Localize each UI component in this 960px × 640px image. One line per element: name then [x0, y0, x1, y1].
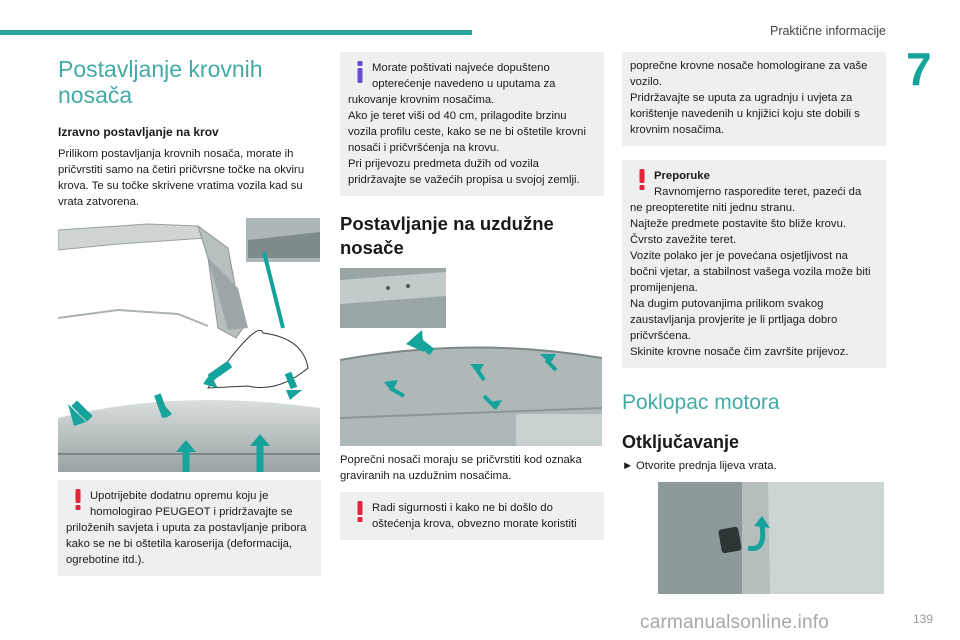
info-note-continued — [622, 52, 886, 146]
bullet-text: Otvorite prednja lijeva vrata. — [636, 460, 777, 472]
header-title: Praktične informacije — [769, 24, 886, 38]
warning-text-first: Upotrijebite dodatnu opremu koju je homologirao PEUGEOT i pridržavajte se — [90, 490, 293, 518]
bullet-marker: ► — [622, 460, 634, 472]
note-text-instructions: Pridržavajte se uputa za ugradnju i uvjeta za korištenje navedenih u knjižici koju ste dobili s krovnim nosačima. — [630, 92, 860, 136]
warning-exclamation-icon — [67, 487, 89, 511]
section-title-bonnet: Poklopac motora — [622, 391, 780, 414]
section-title-roof-bars: Postavljanje krovnih nosača — [58, 56, 263, 108]
paragraph-fixing-points: Prilikom postavljanja krovnih nosača, morate ih pričvrstiti samo na četiri pričvrsne točke na okviru krova. Te su točke skrivene vratima vozila kad su vrata zatvorena. — [58, 148, 305, 208]
bullet-open-door — [622, 458, 886, 474]
rec-text-wind: Vozite polako jer je povećana osjetljivost na bočni vjetar, a stabilnost vašega vozila može biti promijenjena. — [630, 250, 871, 294]
info-text-length: Pri prijevozu predmeta dužih od vozila pridržavajte se važećih propisa u svojoj zemlji. — [348, 158, 580, 186]
illustration-bonnet-release — [658, 482, 884, 594]
info-text-height: Ako je teret viši od 40 cm, prilagodite brzinu vozila profilu ceste, kako se ne bi oštetile krovni nosači i pričvršćenja na krovu. — [348, 110, 586, 154]
warning-note-accessories — [58, 480, 321, 576]
longitudinal-bars-illustration — [340, 268, 602, 446]
rec-text-secure: Čvrsto zavežite teret. — [630, 234, 737, 246]
rec-text-remove: Skinite krovne nosače čim završite prijevoz. — [630, 346, 849, 358]
warning-text-first: Radi sigurnosti i kako ne bi došlo do — [372, 502, 553, 514]
rec-text-check: Na dugim putovanjima prilikom svakog zaustavljanja provjerite je li prtljaga dobro pričvršćena. — [630, 298, 838, 342]
roof-fixing-illustration — [58, 218, 320, 472]
column-2 — [340, 52, 604, 540]
subheading-unlocking: Otključavanje — [622, 432, 740, 452]
bonnet-release-illustration — [658, 482, 884, 594]
note-text-homologated: poprečne krovne nosače homologirane za vaše vozilo. — [630, 60, 868, 88]
illustration-roof-fixing-points — [58, 218, 320, 472]
illustration-longitudinal-bars — [340, 268, 602, 446]
page-number: 139 — [913, 612, 934, 626]
warning-exclamation-icon — [349, 499, 371, 523]
info-note-max-load — [340, 52, 604, 196]
paragraph-engraved-marks: Poprečni nosači moraju se pričvrstiti kod oznaka graviranih na uzdužnim nosačima. — [340, 454, 582, 482]
info-text-rest: rukovanje krovnim nosačima. — [348, 94, 495, 106]
rec-text-heavy: Najteže predmete postavite što bliže krovu. — [630, 218, 847, 230]
subheading-direct-roof: Izravno postavljanje na krov — [58, 125, 219, 139]
footer-watermark: carmanualsonline.info — [640, 612, 830, 633]
chapter-number: 7 — [906, 43, 932, 95]
warning-text-rest: priloženih savjeta i uputa za postavljanje pribora kako se ne bi oštetila karoserija (deformacija, ogrebotine itd.). — [66, 522, 307, 566]
column-1 — [58, 52, 322, 576]
warning-text-rest: oštećenja krova, obvezno morate koristiti — [372, 518, 577, 530]
recommendations-note — [622, 160, 886, 368]
header-accent-bar — [0, 30, 472, 35]
rec-text-first: Ravnomjerno rasporedite teret, pazeći da — [654, 186, 862, 198]
section-title-longitudinal: Postavljanje na uzdužne nosače — [340, 213, 554, 258]
rec-text-rest: ne preopteretite niti jednu stranu. — [630, 202, 796, 214]
info-text-first: Morate poštivati najveće dopušteno opterećenje navedeno u uputama za — [372, 62, 556, 90]
warning-note-safety — [340, 492, 604, 540]
recommendations-title: Preporuke — [654, 170, 710, 182]
info-icon — [349, 59, 371, 83]
column-3 — [622, 52, 886, 594]
warning-exclamation-icon — [631, 167, 653, 191]
